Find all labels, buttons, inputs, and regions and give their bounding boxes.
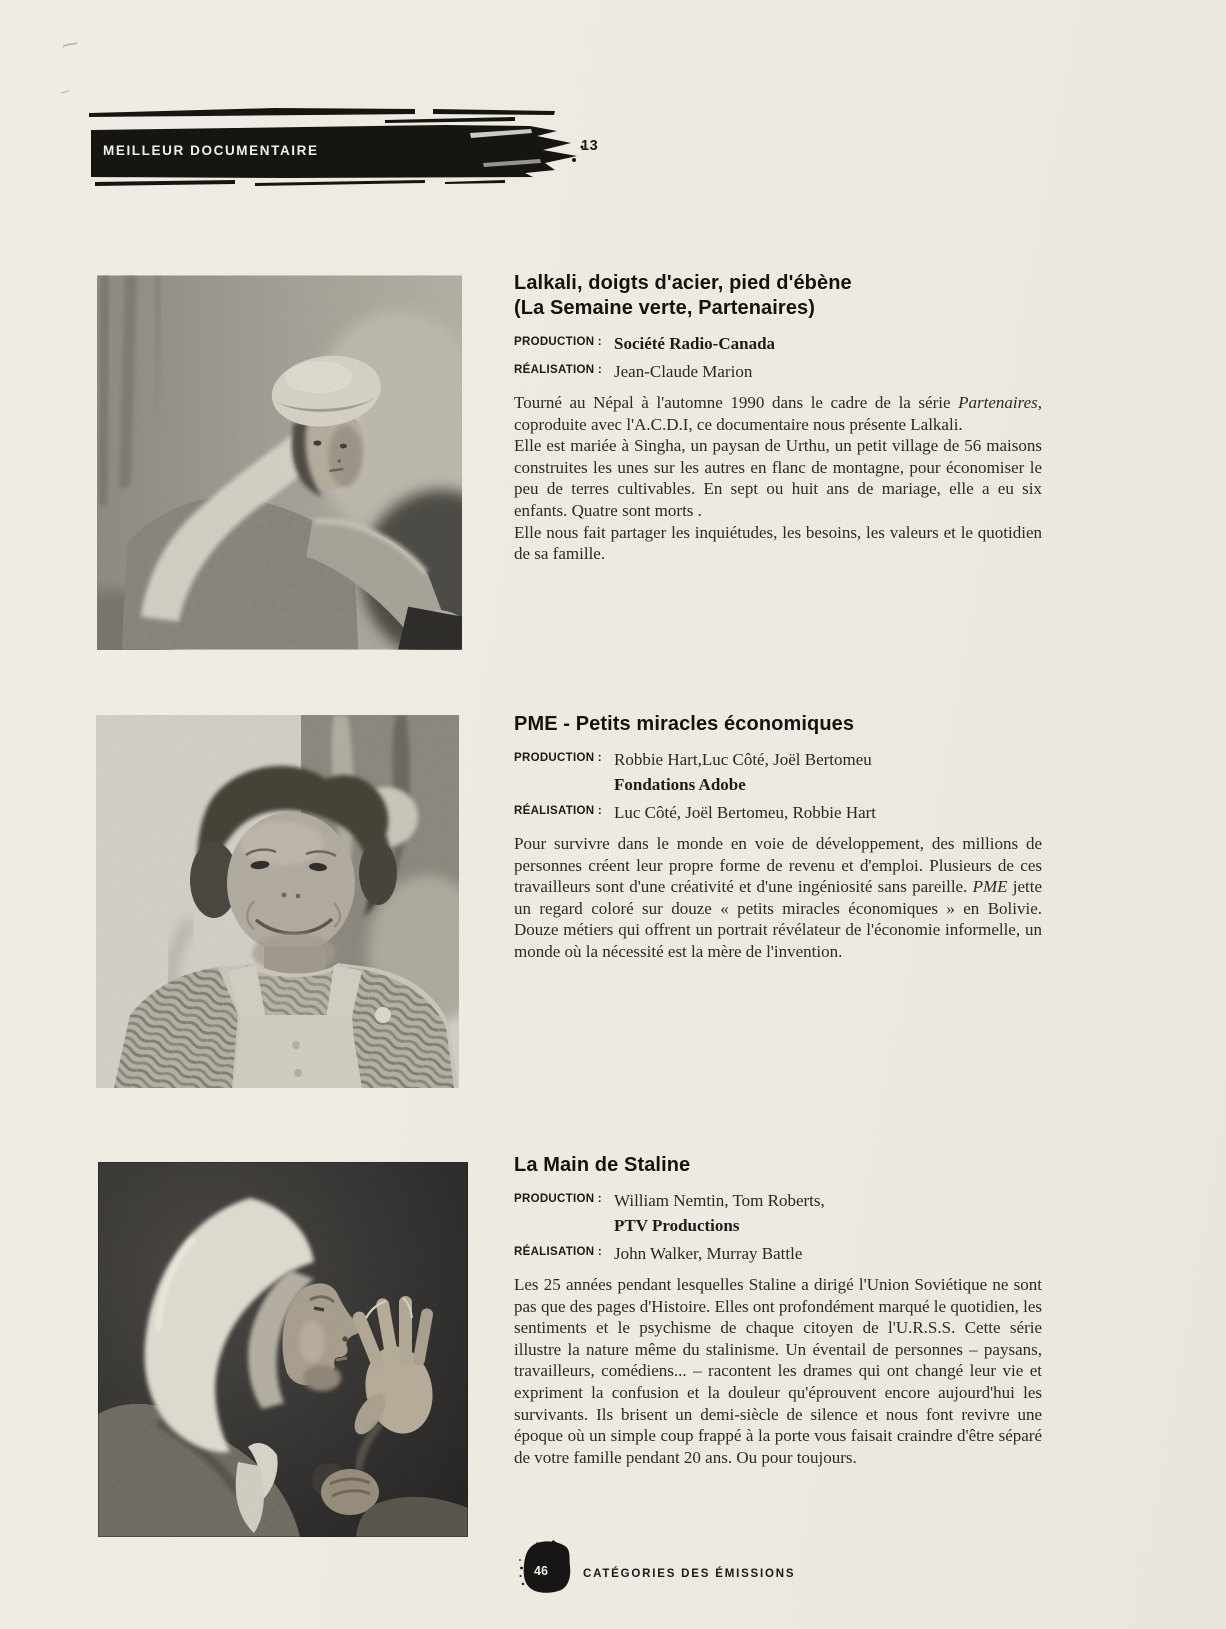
realisation-label: RÉALISATION :: [514, 805, 603, 817]
entry-title: PME - Petits miracles économiques: [514, 713, 855, 735]
production-label: PRODUCTION :: [514, 336, 602, 348]
production-value: Robbie Hart,Luc Côté, Joël Bertomeu: [614, 750, 872, 769]
production-company: PTV Productions: [614, 1216, 740, 1235]
realisation-credit: [514, 1241, 1042, 1266]
entry-description: Pour survivre dans le monde en voie de développement, des millions de personnes créent leur propre forme de revenu et d'emploi. Plusieurs de ces travailleurs sont d'une créativité et d'une ingéniosité sans pareille. PME jette un regard coloré sur douze « petits miracles économiques » en Bolivie. Douze métiers qui offrent un portrait révélateur de l'économie informelle, un monde où la nécessité est la mère de l'invention.: [514, 834, 1042, 961]
page-number: 13: [581, 138, 599, 154]
realisation-label: RÉALISATION :: [514, 364, 603, 376]
entry-description: Les 25 années pendant lesquelles Staline a dirigé l'Union Soviétique ne sont pas que des pages d'Histoire. Elles ont profondément marqué le quotidien, les sentiments et le psychisme de chaque citoyen de l'U.R.S.S. Cette série illustre la nature même du stalinisme. Un éventail de personnes – paysans, travailleurs, comédiens... – racontent les drames qui ont changé leur vie et expriment la confusion et la douleur qu'éprouvent encore aujourd'hui les survivants. Ils brisent un demi-siècle de silence et nous font revivre une époque où un simple coup frappé à la porte vous faisait craindre d'être séparé de votre famille pendant 20 ans. Ou pour toujours.: [514, 1275, 1042, 1467]
production-credit: [514, 747, 1042, 797]
production-credit: [514, 331, 1042, 356]
realisation-credit: [514, 359, 1042, 384]
photo-lalkali: [97, 275, 462, 650]
realisation-label: RÉALISATION :: [514, 1246, 603, 1258]
realisation-value: Luc Côté, Joël Bertomeu, Robbie Hart: [614, 803, 877, 822]
photo-staline: [98, 1162, 468, 1537]
entry-lalkali: [514, 271, 1042, 565]
entry-title: La Main de Staline: [514, 1154, 691, 1176]
entry-description: Tourné au Népal à l'automne 1990 dans le cadre de la série Partenaires, coproduite avec l'A.C.D.I, ce documentaire nous présente Lalkali. Elle est mariée à Singha, un paysan de Urthu, un petit village de 56 maisons construites les unes sur les autres en flanc de montagne, pour économiser le peu de terres cultivables. En sept ou huit ans de mariage, elle a eu six enfants. Quatre sont morts . Elle nous fait partager les inquiétudes, les besoins, les valeurs et le quotidien de sa famille.: [514, 393, 1042, 564]
entry-staline: [514, 1153, 1042, 1468]
photo-pme: [96, 715, 459, 1088]
footer-section-label: CATÉGORIES DES ÉMISSIONS: [583, 1568, 796, 1580]
production-value: William Nemtin, Tom Roberts,: [614, 1191, 825, 1210]
production-company: Fondations Adobe: [614, 775, 746, 794]
production-label: PRODUCTION :: [514, 752, 602, 764]
section-title: MEILLEUR DOCUMENTAIRE: [103, 143, 319, 158]
production-label: PRODUCTION :: [514, 1193, 602, 1205]
realisation-value: Jean-Claude Marion: [614, 362, 753, 381]
entry-pme: [514, 712, 1042, 963]
production-value: Société Radio-Canada: [614, 334, 776, 353]
realisation-value: John Walker, Murray Battle: [614, 1244, 803, 1263]
pencil-mark: [55, 35, 95, 105]
entry-title: Lalkali, doigts d'acier, pied d'ébène (La Semaine verte, Partenaires): [514, 272, 852, 319]
footer-page-number: 46: [534, 1564, 548, 1578]
realisation-credit: [514, 800, 1042, 825]
production-credit: [514, 1188, 1042, 1238]
